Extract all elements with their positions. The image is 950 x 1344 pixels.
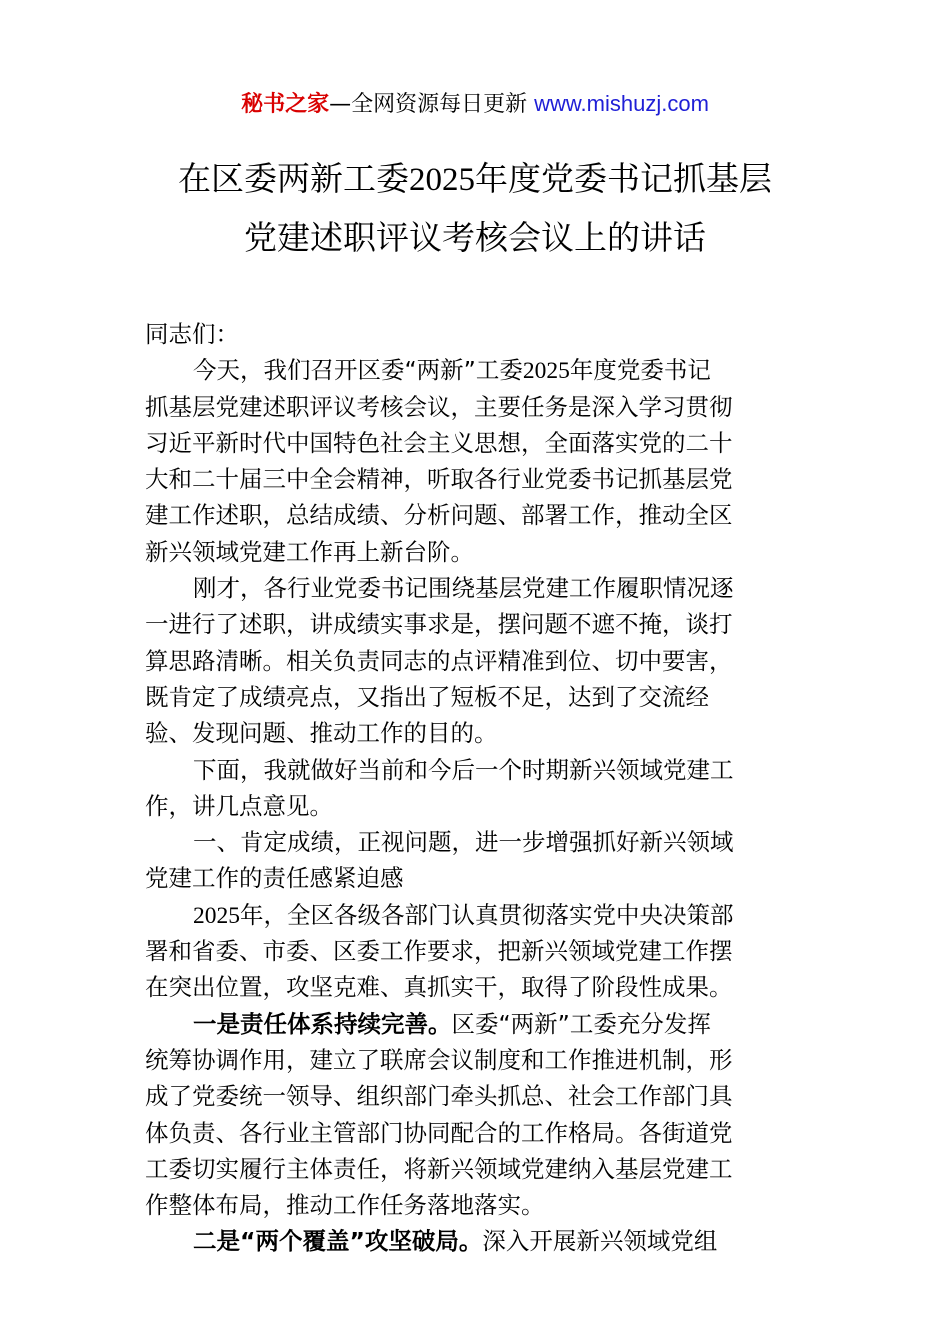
text-line: 算思路清晰。相关负责同志的点评精准到位、切中要害，	[145, 646, 733, 675]
title-text: 在区委两新工委	[178, 159, 409, 198]
text-line: 党建工作的责任感紧迫感	[145, 864, 404, 893]
text-line: 习近平新时代中国特色社会主义思想，全面落实党的二十	[145, 428, 733, 457]
text-line: 体负责、各行业主管部门协同配合的工作格局。各街道党	[145, 1118, 733, 1147]
bold-lead: 一是责任体系持续完善。	[193, 1009, 452, 1038]
paragraph-6	[145, 1223, 807, 1259]
title-line-1	[0, 150, 950, 209]
text-line: 今天，我们召开区委“两新”工委2025年度党委书记	[193, 356, 711, 385]
greeting: 同志们：	[145, 320, 239, 348]
document-title	[0, 150, 950, 267]
text-line: 下面，我就做好当前和今后一个时期新兴领域党建工	[193, 755, 734, 784]
text-line: 2025年，全区各级各部门认真贯彻落实党中央决策部	[193, 900, 734, 929]
site-name: 秘书之家	[241, 92, 330, 117]
text-line: 大和二十届三中全会精神，听取各行业党委书记抓基层党	[145, 465, 733, 494]
text-line: 统筹协调作用，建立了联席会议制度和工作推进机制，形	[145, 1045, 733, 1074]
title-text: 年度党委书记抓基层	[475, 159, 772, 198]
bold-lead: 二是“两个覆盖”攻坚破局。	[193, 1227, 483, 1256]
paragraph-1	[145, 352, 807, 570]
title-year: 2025	[409, 162, 475, 198]
text-line: 一、肯定成绩，正视问题，进一步增强抓好新兴领域	[193, 828, 734, 857]
text-line: 二是“两个覆盖”攻坚破局。深入开展新兴领域党组	[193, 1227, 718, 1256]
text-line: 一是责任体系持续完善。区委“两新”工委充分发挥	[193, 1009, 711, 1038]
text-line: 既肯定了成绩亮点，又指出了短板不足，达到了交流经	[145, 682, 709, 711]
text-line: 验、发现问题、推动工作的目的。	[145, 719, 498, 748]
text-line: 署和省委、市委、区委工作要求，把新兴领域党建工作摆	[145, 937, 733, 966]
paragraph-3	[145, 752, 807, 825]
paragraph-2	[145, 570, 807, 751]
text-line: 成了党委统一领导、组织部门牵头抓总、社会工作部门具	[145, 1082, 733, 1111]
text-line: 作，讲几点意见。	[145, 791, 333, 820]
text-line: 新兴领域党建工作再上新台阶。	[145, 537, 474, 566]
text-line: 刚才，各行业党委书记围绕基层党建工作履职情况逐	[193, 574, 734, 603]
paragraph-4	[145, 897, 807, 1006]
title-line-2: 党建述职评议考核会议上的讲话	[244, 218, 706, 257]
text-line: 建工作述职，总结成绩、分析问题、部署工作，推动全区	[145, 501, 733, 530]
text-line: 抓基层党建述职评议考核会议，主要任务是深入学习贯彻	[145, 392, 733, 421]
document-body	[145, 316, 807, 1260]
text-line: 工委切实履行主体责任，将新兴领域党建纳入基层党建工	[145, 1154, 733, 1183]
paragraph-5	[145, 1006, 807, 1224]
text-line: 作整体布局，推动工作任务落地落实。	[145, 1191, 545, 1220]
text-line: 在突出位置，攻坚克难、真抓实干，取得了阶段性成果。	[145, 973, 733, 1002]
text-line: 一进行了述职，讲成绩实事求是，摆问题不遮不掩，谈打	[145, 610, 733, 639]
site-tagline: —全网资源每日更新	[329, 92, 535, 117]
site-header	[0, 88, 950, 121]
site-url-link[interactable]: www.mishuzj.com	[534, 91, 709, 116]
section-heading-1	[145, 824, 807, 897]
